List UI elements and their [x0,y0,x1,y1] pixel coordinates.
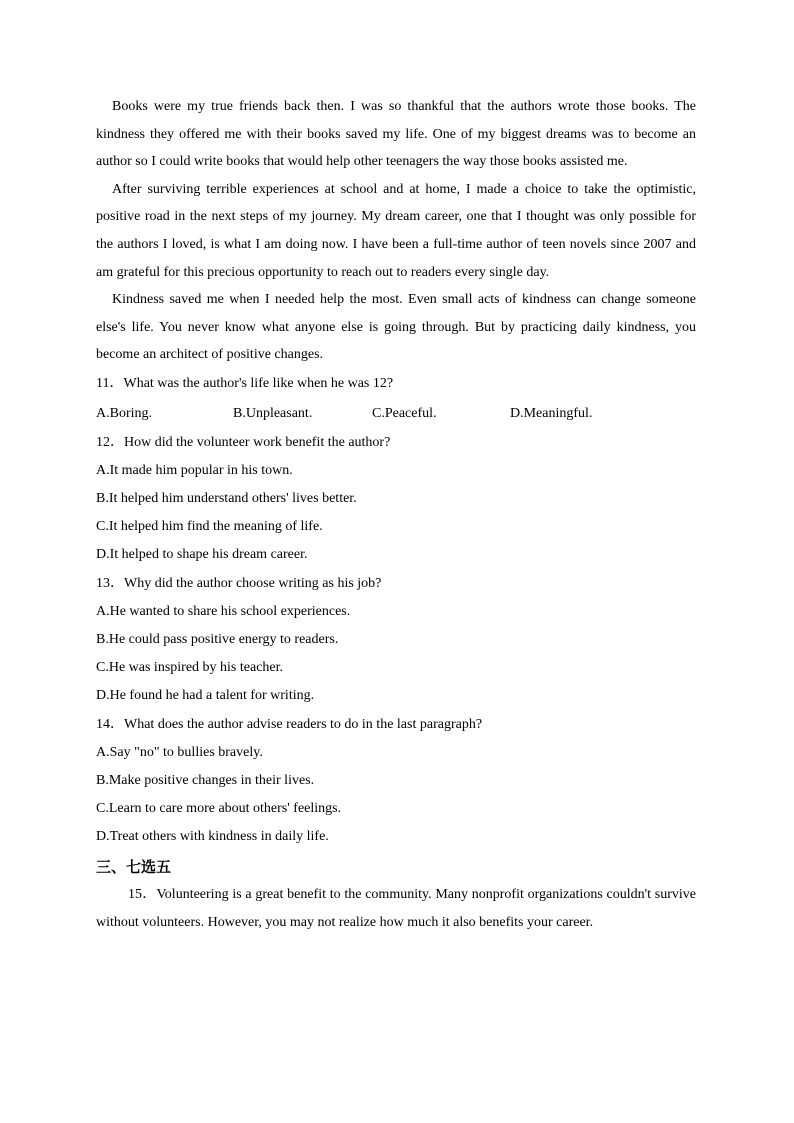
question-stem: 11．What was the author's life like when he was 12? [96,375,394,391]
option-d: D.Meaningful. [510,405,593,421]
option-b: B.It helped him understand others' lives better. [96,490,357,506]
question-stem: 12．How did the volunteer work benefit the author? [96,434,391,450]
option-c: C.It helped him find the meaning of life. [96,518,323,534]
option-a: A.Boring. [96,405,152,421]
document-page [96,93,696,936]
option-b: B.Make positive changes in their lives. [96,772,315,788]
option-c: C.Peaceful. [372,405,437,421]
option-b: B.Unpleasant. [233,405,313,421]
question-11 [96,370,696,428]
option-a: A.Say "no" to bullies bravely. [96,744,263,760]
option-a: A.It made him popular in his town. [96,462,293,478]
option-d: D.Treat others with kindness in daily life. [96,828,329,844]
passage-paragraph-2: After surviving terrible experiences at school and at home, I made a choice to take the optimistic, positive road in the next steps of my journey. My dream career, one that I thought was only possible for the authors I loved, is what I am doing now. I have been a full-time author of teen novels since 2007 and am grateful for this precious opportunity to reach out to readers every single day. [96,181,696,280]
section-heading: 三、七选五 [96,857,172,876]
section-paragraph: 15．Volunteering is a great benefit to the community. Many nonprofit organizations couldn't survive without volunteers. However, you may not realize how much it also benefits your career. [96,886,696,930]
section-3 [96,853,696,936]
passage-paragraph-3: Kindness saved me when I needed help the most. Even small acts of kindness can change someone else's life. You never know what anyone else is going through. But by practicing daily kindness, you become an architect of positive changes. [96,292,696,363]
question-14 [96,711,696,851]
question-stem: 14．What does the author advise readers to do in the last paragraph? [96,716,483,732]
option-c: C.Learn to care more about others' feelings. [96,800,342,816]
option-a: A.He wanted to share his school experiences. [96,603,351,619]
option-d: D.It helped to shape his dream career. [96,546,308,562]
option-b: B.He could pass positive energy to readers. [96,631,339,647]
option-c: C.He was inspired by his teacher. [96,659,284,675]
passage-paragraph-1: Books were my true friends back then. I was so thankful that the authors wrote those books. The kindness they offered me with their books saved my life. One of my biggest dreams was to become an author so I could write books that would help other teenagers the way those books assisted me. [96,99,696,170]
question-options [96,400,696,428]
question-stem: 13．Why did the author choose writing as his job? [96,575,382,591]
question-12 [96,429,696,569]
question-13 [96,570,696,710]
option-d: D.He found he had a talent for writing. [96,687,315,703]
